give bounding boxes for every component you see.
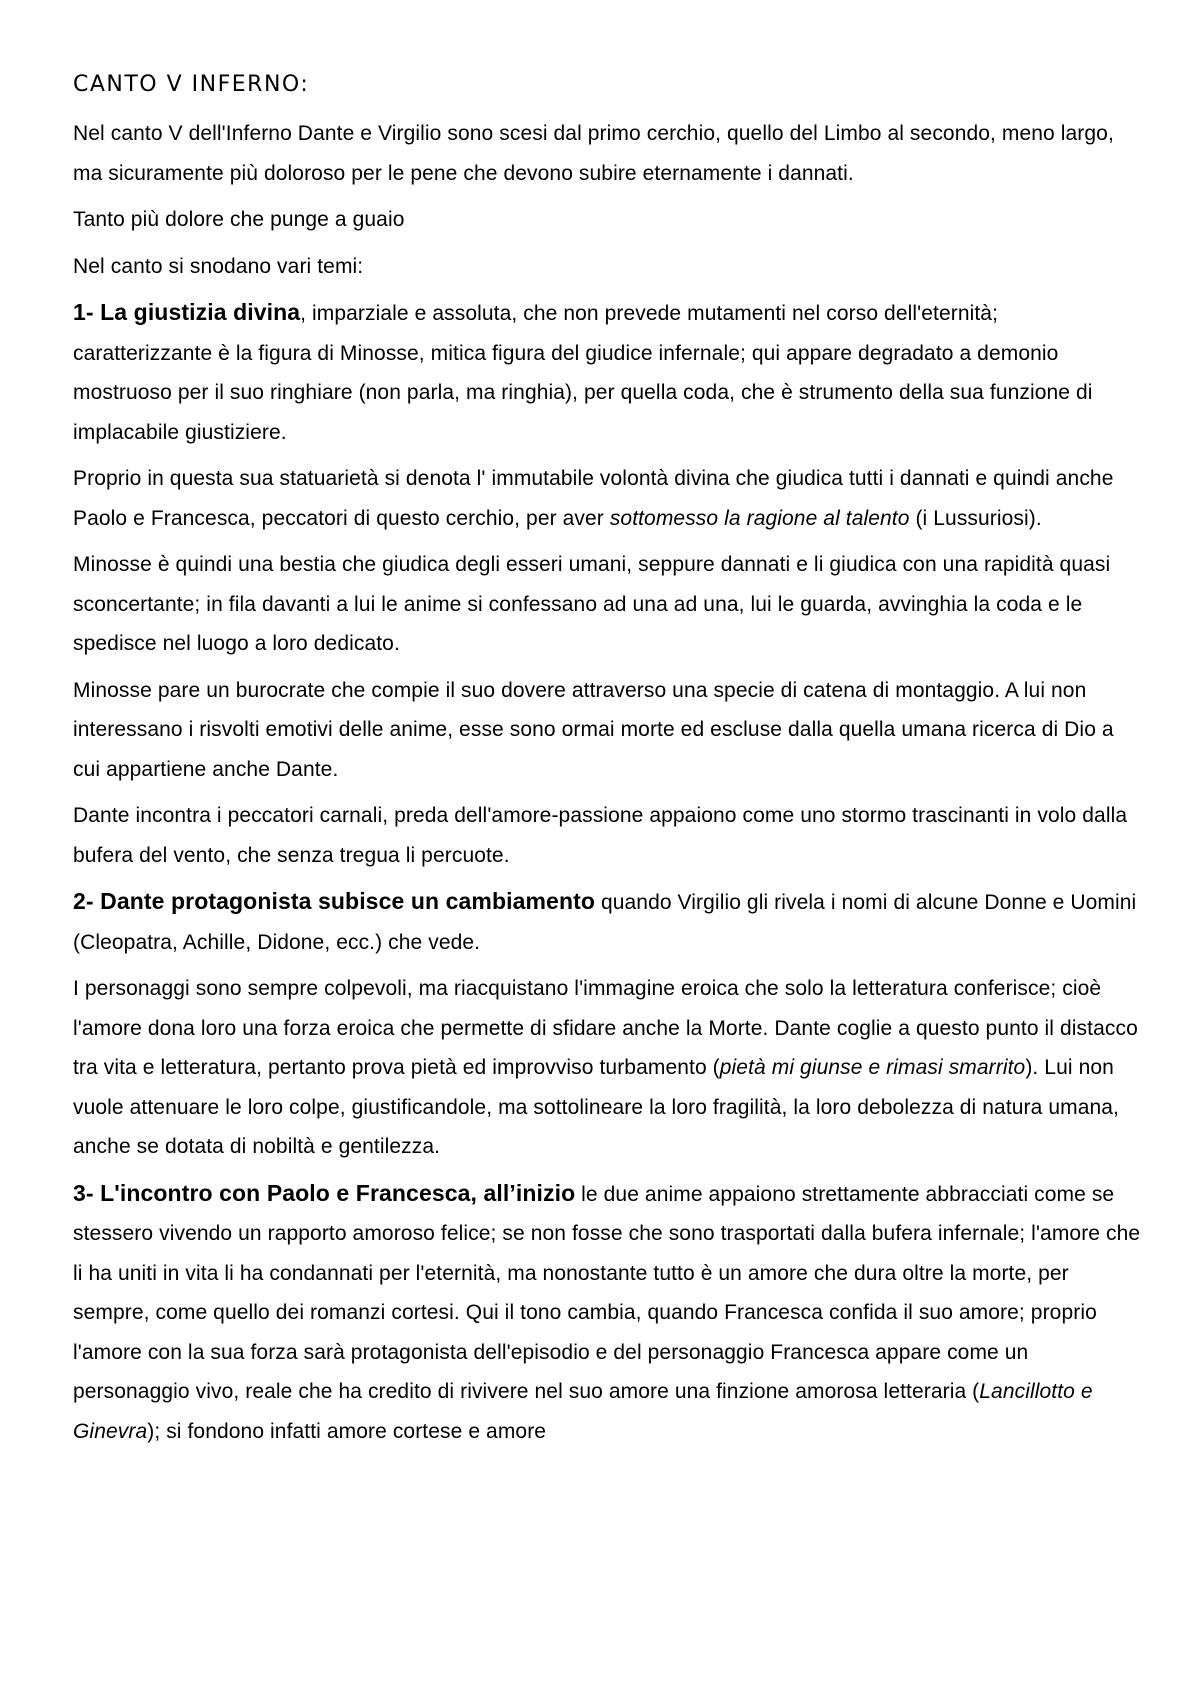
paragraph-text: Nel canto V dell'Inferno Dante e Virgilio sono scesi dal primo cerchio, quello del Limbo al secondo, meno largo, ma sicuramente più doloroso per le pene che devono subire eternamente i dannati.	[73, 122, 1114, 185]
paragraph-text: ). Lui non vuole attenuare le loro colpe, giustificandole, ma sottolineare la loro fragilità, la loro debolezza di natura umana, anche se dotata di nobiltà e gentilezza.	[73, 1056, 1119, 1158]
paragraph-text: , imparziale e assoluta, che non prevede mutamenti nel corso dell'eternità; caratterizzante è la figura di Minosse, mitica figura del giudice infernale; qui appare degradato a demonio mostruoso per il suo ringhiare (non parla, ma ringhia), per quella coda, che è strumento della sua funzione di implacabile giustiziere.	[73, 302, 1093, 444]
paragraph-minosse-bestia	[73, 545, 1143, 664]
paragraph-theme-3	[73, 1174, 1143, 1452]
paragraph-peccatori-carnali	[73, 796, 1143, 875]
paragraph-themes-intro	[73, 247, 1143, 287]
paragraph-text: Minosse pare un burocrate che compie il suo dovere attraverso una specie di catena di montaggio. A lui non interessano i risvolti emotivi delle anime, esse sono ormai morte ed escluse dalla quella umana ricerca di Dio a cui appartiene anche Dante.	[73, 678, 1114, 781]
paragraph-intro	[73, 114, 1143, 193]
italic-quote: sottomesso la ragione al talento	[609, 506, 910, 530]
paragraph-text: (i Lussuriosi).	[909, 506, 1042, 530]
paragraph-text: le due anime appaiono strettamente abbracciati come se stessero vivendo un rapporto amoroso felice; se non fosse che sono trasportati dalla bufera infernale; l'amore che li ha uniti in vita li ha condannati per l'eternità, ma nonostante tutto è un amore che dura oltre la morte, per sempre, come quello dei romanzi cortesi. Qui il tono cambia, quando Francesca confida il suo amore; proprio l'amore con la sua forza sarà protagonista dell'episodio e del personaggio Francesca appare come un personaggio vivo, reale che ha credito di rivivere nel suo amore una finzione amorosa letteraria (	[73, 1182, 1141, 1403]
paragraph-theme-2	[73, 882, 1143, 962]
paragraph-text: Tanto più dolore che punge a guaio	[73, 208, 405, 231]
paragraph-text: Nel canto si snodano vari temi:	[73, 254, 364, 278]
paragraph-text: I personaggi sono sempre colpevoli, ma riacquistano l'immagine eroica che solo la letteratura conferisce; cioè l'amore dona loro una forza eroica che permette di sfidare anche la Morte. Dante coglie a questo punto il distacco tra vita e letteratura, pertanto prova pietà ed improvviso turbamento (	[73, 977, 1138, 1079]
document-title: CANTO V INFERNO:	[73, 72, 310, 97]
italic-quote: pietà mi giunse e rimasi smarrito	[719, 1056, 1026, 1079]
paragraph-minosse-burocrate	[73, 671, 1143, 790]
paragraph-text: quando Virgilio gli rivela i nomi di alcune Donne e Uomini (Cleopatra, Achille, Didone, ecc.) che vede.	[73, 891, 1137, 954]
paragraph-text: Proprio in questa sua statuarietà si denota l' immutabile volontà divina che giudica tutti i dannati e quindi anche Paolo e Francesca, peccatori di questo cerchio, per aver	[73, 467, 1114, 530]
paragraph-quote	[73, 200, 1143, 240]
theme-heading: 1- La giustizia divina	[73, 299, 301, 325]
paragraph-text: Minosse è quindi una bestia che giudica degli esseri umani, seppure dannati e li giudica con una rapidità quasi sconcertante; in fila davanti a lui le anime si confessano ad una ad una, lui le guarda, avvinghia la coda e le spedisce nel luogo a loro dedicato.	[73, 553, 1111, 655]
paragraph-theme-1	[73, 293, 1143, 452]
theme-heading: 2- Dante protagonista subisce un cambiamento	[73, 888, 596, 914]
paragraph-personaggi	[73, 969, 1143, 1167]
paragraph-statuarieta	[73, 459, 1143, 538]
paragraph-text: ); si fondono infatti amore cortese e amore	[147, 1419, 547, 1443]
theme-heading: 3- L'incontro con Paolo e Francesca, all’inizio	[73, 1179, 576, 1206]
italic-quote: Lancillotto e Ginevra	[73, 1380, 1093, 1443]
document-page	[73, 70, 1143, 1458]
paragraph-text: Dante incontra i peccatori carnali, preda dell'amore-passione appaiono come uno stormo trascinanti in volo dalla bufera del vento, che senza tregua li percuote.	[73, 804, 1128, 867]
